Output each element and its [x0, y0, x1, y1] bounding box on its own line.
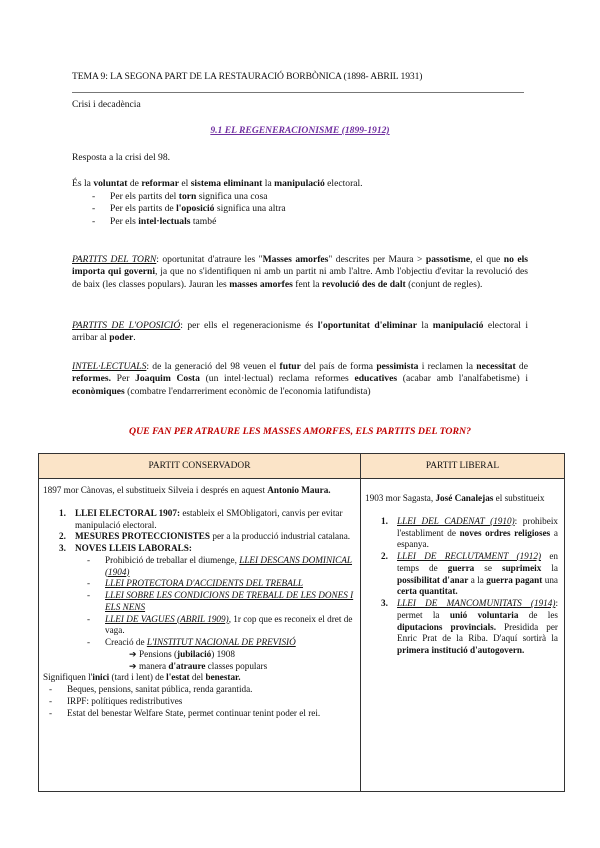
- intel-paragraph: INTEL·LECTUALS: de la generació del 98 veuen el futur del país de forma pessimista i reclamen la necessitat de reformes. Per Joaquim Costa (un intel·lectual) reclama reformes educatives (acabar amb l'analfabetisme) i econòmiques (combatre l'endarreriment econòmic de l'economia latifundista): [72, 361, 528, 397]
- list-item: 3. NOVES LLEIS LABORALS:: [59, 543, 192, 554]
- list-item: - Prohibició de treballar el diumenge, LLEI DESCANS DOMINICAL (1904): [87, 555, 354, 579]
- lib-list: [365, 516, 558, 657]
- arrow-icon: ➔: [129, 660, 139, 671]
- will-paragraph: És la voluntat de reformar el sistema eliminant la manipulació electoral.: [72, 178, 363, 189]
- page-header: TEMA 9: LA SEGONA PART DE LA RESTAURACIÓ BORBÒNICA (1898- ABRIL 1931): [72, 71, 423, 82]
- header-rule: [72, 92, 524, 93]
- arrow-item-pensions: ➔ Pensions (jubilació) 1908: [129, 648, 235, 659]
- bullet-list: [72, 191, 528, 228]
- list-item: - Per els intel·lectuals també: [92, 216, 528, 228]
- question-heading: QUE FAN PER ATRAURE LES MASSES AMORFES, ELS PARTITS DEL TORN?: [129, 426, 471, 437]
- list-item: - Estat del benestar Welfare State, permet continuar tenint poder el rei.: [49, 708, 354, 720]
- intro-text: Resposta a la crisi del 98.: [72, 152, 171, 163]
- table-header-conservador: PARTIT CONSERVADOR: [39, 454, 361, 479]
- benestar-list: [43, 684, 354, 719]
- list-item: 2. MESURES PROTECCIONISTES per a la producció industrial catalana.: [59, 531, 351, 542]
- list-item: - Per els partits de l'oposició significa una altra: [92, 203, 528, 215]
- laws-list: [43, 555, 354, 649]
- conservador-cell: [39, 479, 361, 792]
- arrow-icon: ➔: [129, 648, 139, 659]
- list-item: - IRPF: polítiques redistributives: [49, 696, 354, 708]
- list-item: - Beques, pensions, sanitat pública, renda garantida.: [49, 684, 354, 696]
- list-item: 2. LLEI DE RECLUTAMENT (1912) en temps de guerra se suprimeix la possibilitat d'anar a la guerra pagant una certa quantitat.: [381, 551, 559, 597]
- lib-intro: 1903 mor Sagasta, José Canalejas el substitueix: [365, 493, 545, 503]
- page-subtitle: Crisi i decadència: [72, 99, 141, 110]
- list-item: 1. LLEI DEL CADENAT (1910): prohibeix l'establiment de noves ordres religioses a espanya.: [381, 515, 559, 550]
- list-item: - LLEI PROTECTORA D'ACCIDENTS DEL TREBALL: [87, 578, 354, 590]
- list-item: - Creació de L'INSTITUT NACIONAL DE PREVISIÓ: [87, 637, 354, 649]
- table-header-liberal: PARTIT LIBERAL: [361, 454, 565, 479]
- list-item: 1. LLEI ELECTORAL 1907: estableix el SMObligatori, canvis per evitar manipulació electoral.: [59, 507, 343, 530]
- torn-paragraph: PARTITS DEL TORN: oportunitat d'atraure les "Masses amorfes" descrites per Maura > passotisme, el que no els importa qui governi, ja que no s'identifiquen ni amb un partit ni amb l'altre. Amb l'objectiu d'evitar la revolució des de baix (les classes populars). Jauran les masses amorfes fent la revolució des de dalt (conjunt de regles).: [72, 254, 528, 290]
- oposicio-paragraph: PARTITS DE L'OPOSICIÓ: per ells el regeneracionisme és l'oportunitat d'eliminar la manipulació electoral i arribar al poder.: [72, 320, 529, 344]
- list-item: - LLEI DE VAGUES (ABRIL 1909), 1r cop que es reconeix el dret de vaga.: [87, 614, 354, 638]
- list-item: 3. LLEI DE MANCOMUNITATS (1914): permet la unió voluntaria de les diputacions provincials. Presidida per Enric Prat de la Riba. D'aquí sortirà la primera institució d'autogovern.: [381, 598, 559, 656]
- arrow-item-manera: ➔ manera d'atraure classes populars: [129, 660, 268, 671]
- section-title: 9.1 EL REGENERACIONISME (1899-1912): [210, 125, 390, 136]
- liberal-cell: [361, 479, 565, 792]
- cons-intro: 1897 mor Cànovas, el substitueix Silveia i després en aquest Antonio Maura.: [43, 485, 331, 495]
- list-item: - LLEI SOBRE LES CONDICIONS DE TREBALL DE LES DONES I ELS NENS: [87, 590, 354, 614]
- parties-table: [38, 453, 565, 792]
- list-item: - Per els partits del torn significa una cosa: [92, 191, 528, 203]
- cons-list: [43, 508, 354, 555]
- benestar-line: Signifiquen l'inici (tard i lent) de l'estat del benestar.: [43, 672, 241, 683]
